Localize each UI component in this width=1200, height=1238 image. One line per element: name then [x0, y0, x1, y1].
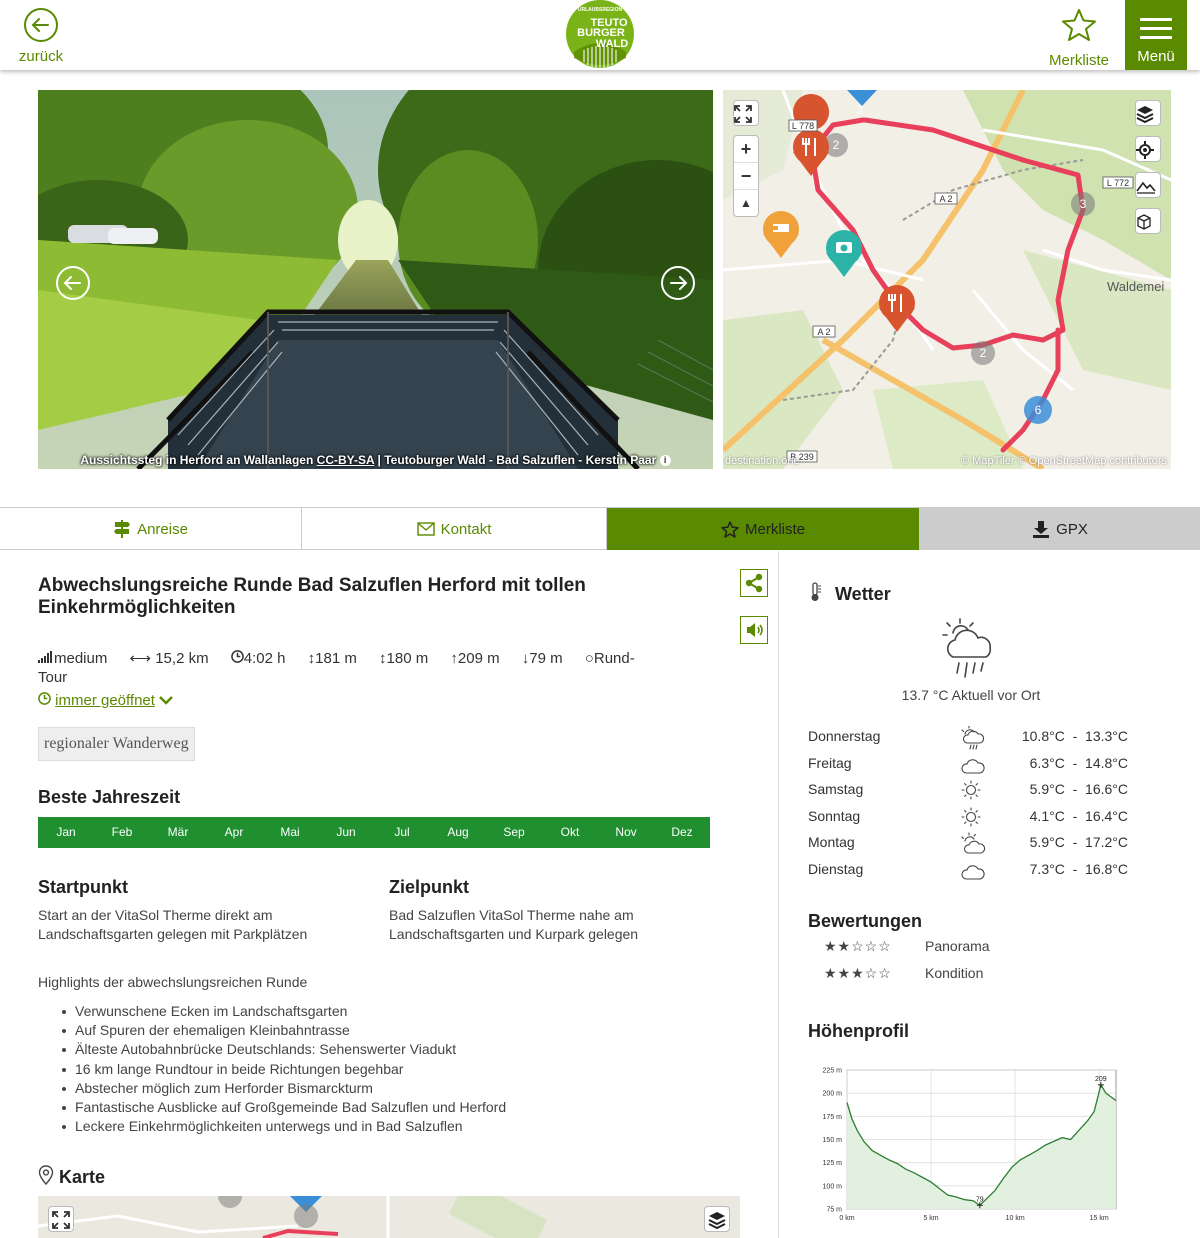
arrows-vertical-icon: ↕ — [379, 650, 387, 667]
distance-value: 15,2 km — [155, 650, 209, 667]
expand-icon — [52, 1211, 70, 1229]
weather-temps: 7.3°C - 16.8°C — [1029, 861, 1128, 877]
current-temperature: 13.7 °C Aktuell vor Ort — [901, 687, 1041, 703]
chart-y-tick: 225 m — [822, 1067, 842, 1075]
stat-duration — [231, 650, 286, 667]
difficulty-value: medium — [54, 650, 108, 667]
layers-button[interactable] — [704, 1206, 730, 1232]
stat-distance — [130, 650, 209, 667]
type-value-2: Tour — [38, 669, 68, 686]
highlight-item: Auf Spuren der ehemaligen Kleinbahntrasse — [75, 1021, 506, 1040]
cloud-sun-rain-icon — [960, 726, 986, 750]
share-button[interactable] — [740, 569, 768, 597]
highlight-item: Leckere Einkehrmöglichkeiten unterwegs und in Bad Salzuflen — [75, 1117, 506, 1136]
descent-value: 180 m — [386, 650, 429, 667]
clock-icon — [38, 692, 51, 705]
karte-heading — [38, 1165, 105, 1188]
elevation-profile-chart — [808, 1058, 1128, 1238]
chart-annotation-label: 79 — [975, 1196, 984, 1204]
speaker-icon — [741, 617, 767, 643]
weather-heading — [808, 582, 891, 605]
chevron-down-icon — [159, 695, 173, 705]
chart-y-tick: 150 m — [822, 1137, 842, 1144]
route-map[interactable] — [723, 90, 1171, 469]
arrow-left-icon — [58, 268, 88, 298]
season-month: Jul — [394, 825, 410, 839]
max-alt-value: 209 m — [457, 650, 500, 667]
type-value: Rund- — [593, 650, 635, 667]
merkliste-header-button[interactable] — [1040, 8, 1118, 69]
highlight-item: Älteste Autobahnbrücke Deutschlands: Sehenswerter Viadukt — [75, 1040, 506, 1059]
tab-gpx-label: GPX — [1056, 520, 1088, 538]
weather-row — [808, 728, 1138, 748]
signal-bars-icon — [38, 651, 54, 663]
weather-row — [808, 755, 1138, 775]
envelope-icon — [417, 522, 435, 536]
logo-text-1: URLAUBSREGION — [577, 7, 623, 13]
season-heading: Beste Jahreszeit — [38, 787, 181, 807]
thermometer-icon — [808, 582, 822, 602]
terrain-button[interactable] — [1135, 172, 1161, 198]
signpost-icon — [113, 520, 131, 538]
ziel-description — [389, 906, 638, 944]
route-map-small[interactable] — [38, 1196, 740, 1238]
duration-value: 4:02 h — [243, 650, 286, 667]
category-tag: regionaler Wanderweg — [38, 727, 195, 761]
weather-icon-wrap — [960, 779, 986, 806]
logo-text-3: BURGER — [577, 27, 625, 39]
rating-stars: ★★★☆☆ — [824, 964, 892, 981]
photo-caption — [38, 453, 713, 467]
next-image-button[interactable] — [661, 266, 695, 300]
read-aloud-button[interactable] — [740, 616, 768, 644]
map-town-label: Waldemei — [1107, 279, 1165, 294]
weather-icon-wrap — [960, 859, 986, 886]
stat-min-altitude — [522, 650, 563, 667]
teutoburger-wald-logo[interactable] — [564, 0, 636, 70]
logo-text-2: TEUTO — [590, 17, 628, 29]
star-icon — [721, 521, 739, 538]
weather-day: Freitag — [808, 754, 852, 771]
license-link[interactable]: CC-BY-SA — [316, 453, 375, 467]
stat-max-altitude — [450, 650, 499, 667]
map-cluster-label: 2 — [979, 346, 987, 360]
clock-icon — [231, 650, 244, 663]
merkliste-header-label: Merkliste — [1048, 52, 1109, 69]
cube-icon — [1136, 214, 1152, 230]
chart-y-tick: 175 m — [822, 1113, 842, 1121]
action-tabs — [0, 507, 1200, 550]
sun-icon — [960, 806, 986, 830]
season-months — [38, 817, 710, 848]
layers-button[interactable] — [1135, 100, 1161, 126]
arrow-right-icon — [663, 268, 693, 298]
hamburger-icon — [1140, 18, 1172, 39]
arrow-down-icon: ↓ — [521, 650, 530, 667]
map-cluster-label: 3 — [1079, 197, 1087, 211]
weather-row — [808, 781, 1138, 801]
tab-merkliste-label: Merkliste — [744, 520, 805, 538]
tour-stats — [38, 649, 658, 687]
fullscreen-button[interactable] — [48, 1206, 74, 1232]
column-divider — [778, 551, 779, 1238]
arrow-left-icon — [24, 8, 58, 42]
ascent-value: 181 m — [315, 650, 357, 667]
weather-row — [808, 808, 1138, 828]
zoom-out-button[interactable]: − — [734, 163, 758, 190]
map-canvas — [723, 90, 1171, 469]
locate-button[interactable] — [1135, 136, 1161, 162]
tab-anreise[interactable] — [0, 508, 302, 550]
arrow-up-icon: ↑ — [450, 650, 458, 667]
header — [0, 0, 1200, 70]
share-icon — [741, 570, 767, 596]
layers-icon — [708, 1211, 726, 1229]
season-month: Mai — [280, 825, 300, 839]
caption-prefix: Aussichtssteg in Herford an Wallanlagen — [80, 453, 317, 467]
min-alt-value: 79 m — [529, 650, 563, 667]
stat-ascent — [308, 650, 357, 667]
stat-descent — [379, 650, 428, 667]
compass-button[interactable]: ▲ — [740, 196, 752, 210]
crosshair-icon — [1136, 141, 1154, 159]
season-month: Jun — [336, 825, 356, 839]
road-label: A 2 — [939, 194, 953, 204]
weather-temps: 4.1°C - 16.4°C — [1029, 807, 1128, 824]
stat-type — [585, 650, 635, 667]
season-month: Apr — [224, 825, 244, 839]
prev-image-button[interactable] — [56, 266, 90, 300]
weather-temps: 6.3°C - 14.8°C — [1029, 754, 1128, 771]
download-icon — [1032, 520, 1050, 538]
loop-icon: ○ — [584, 650, 594, 667]
layers-icon — [1136, 105, 1154, 123]
karte-heading-label: Karte — [59, 1167, 106, 1187]
expand-icon — [734, 105, 752, 123]
map-cluster-label: 2 — [832, 138, 840, 152]
start-line: Start an der VitaSol Therme direkt am — [38, 907, 273, 923]
highlight-item: Verwunschene Ecken im Landschaftsgarten — [75, 1002, 506, 1021]
menu-button[interactable] — [1125, 0, 1187, 70]
weather-icon-wrap — [960, 832, 986, 859]
chart-x-tick: 5 km — [923, 1215, 939, 1222]
map-cluster-label: 6 — [1034, 403, 1042, 417]
highlight-item: Fantastische Ausblicke auf Großgemeinde Bad Salzuflen und Herford — [75, 1098, 506, 1117]
chart-y-tick: 125 m — [822, 1160, 842, 1168]
season-month: Jan — [56, 825, 76, 839]
ratings-heading: Bewertungen — [808, 911, 923, 931]
photo-image — [38, 90, 713, 469]
cloud-icon — [960, 859, 986, 883]
season-month: Okt — [560, 825, 580, 839]
season-month: Sep — [503, 825, 525, 839]
weather-day: Montag — [808, 834, 855, 851]
chart-x-tick: 0 km — [839, 1215, 855, 1222]
season-month: Nov — [615, 825, 637, 839]
weather-temps: 5.9°C - 17.2°C — [1029, 834, 1128, 851]
ziel-line: Bad Salzuflen VitaSol Therme nahe am — [389, 907, 634, 923]
map-cluster-label: 2 — [856, 103, 864, 117]
elevation-profile-svg — [808, 1058, 1128, 1238]
road-label: B 239 — [790, 452, 814, 462]
opening-hours-label: immer geöffnet — [55, 692, 155, 709]
weather-icon-wrap — [960, 806, 986, 833]
weather-row — [808, 834, 1138, 854]
arrows-horizontal-icon: ⟷ — [129, 650, 152, 667]
highlight-item: 16 km lange Rundtour in beide Richtungen begehbar — [75, 1060, 506, 1079]
weather-icon-wrap — [960, 753, 986, 780]
weather-day: Sonntag — [808, 807, 861, 824]
weather-day: Donnerstag — [808, 728, 881, 744]
chart-x-tick: 10 km — [1005, 1215, 1025, 1222]
sun-icon — [960, 779, 986, 803]
zoom-in-button[interactable]: + — [734, 136, 758, 163]
zoom-control — [733, 135, 759, 217]
menu-label: Menü — [1137, 48, 1175, 65]
cloud-icon — [960, 753, 986, 777]
weather-row — [808, 861, 1138, 881]
road-label: L 778 — [791, 121, 815, 131]
ziel-line: Landschaftsgarten und Kurpark gelegen — [389, 926, 639, 942]
arrows-vertical-icon: ↕ — [307, 650, 316, 667]
tour-title: Abwechslungsreiche Runde Bad Salzuflen Herford mit tollen Einkehrmöglichkeiten — [38, 575, 586, 618]
map-pin-icon — [38, 1165, 54, 1185]
start-line: Landschaftsgarten gelegen mit Parkplätzen — [38, 926, 308, 942]
highlights-intro: Highlights der abwechslungsreichen Runde — [38, 974, 308, 990]
weather-temps: 10.8°C - 13.3°C — [1021, 728, 1128, 744]
rating-name: Kondition — [925, 964, 984, 981]
cloud-sun-icon — [960, 832, 986, 856]
photo-slider[interactable] — [38, 90, 713, 469]
rating-name: Panorama — [925, 938, 990, 954]
weather-temps: 5.9°C - 16.6°C — [1029, 781, 1128, 798]
chart-y-tick: 75 m — [826, 1206, 842, 1214]
road-label: L 772 — [1106, 178, 1130, 188]
chart-y-tick: 200 m — [822, 1090, 842, 1098]
road-label: A 2 — [817, 327, 831, 337]
tab-kontakt[interactable] — [302, 508, 607, 550]
start-heading: Startpunkt — [38, 877, 128, 897]
weather-icon-wrap — [960, 726, 986, 753]
star-icon — [1061, 8, 1097, 42]
back-button[interactable] — [14, 6, 68, 65]
weather-day: Dienstag — [808, 861, 864, 877]
highlights-list — [75, 1002, 506, 1136]
3d-button[interactable] — [1135, 208, 1161, 234]
logo-text-4: WALD — [595, 38, 629, 50]
stat-difficulty — [38, 650, 107, 667]
season-month: Dez — [671, 825, 693, 839]
cloud-sun-rain-icon — [939, 617, 1001, 679]
map2-canvas — [38, 1196, 740, 1238]
tab-merkliste[interactable] — [607, 508, 920, 550]
weather-heading-label: Wetter — [835, 584, 891, 604]
back-label: zurück — [18, 48, 64, 65]
season-month: Mär — [167, 825, 189, 839]
tab-kontakt-label: Kontakt — [440, 520, 492, 538]
profile-heading: Höhenprofil — [808, 1021, 909, 1041]
mountain-icon — [1136, 177, 1156, 195]
tab-gpx[interactable] — [920, 508, 1200, 550]
map-attribution[interactable]: © MapTiler © OpenStreetMap contributors — [961, 455, 1167, 467]
caption-suffix: | Teutoburger Wald - Bad Salzuflen - Kerstin Paar — [374, 453, 657, 467]
fullscreen-button[interactable] — [733, 100, 759, 126]
chart-x-tick: 15 km — [1089, 1215, 1109, 1222]
map-brand: destination.one — [725, 455, 800, 467]
chart-annotation-label: 209 — [1095, 1075, 1107, 1083]
chart-y-tick: 100 m — [822, 1183, 842, 1191]
ziel-heading: Zielpunkt — [389, 877, 469, 897]
highlight-item: Abstecher möglich zum Herforder Bismarckturm — [75, 1079, 506, 1098]
opening-hours-toggle[interactable] — [38, 692, 173, 709]
weather-day: Samstag — [808, 781, 864, 798]
start-description — [38, 906, 307, 944]
season-month: Aug — [447, 825, 469, 839]
tab-anreise-label: Anreise — [137, 520, 188, 538]
season-month: Feb — [111, 825, 133, 839]
rating-stars: ★★☆☆☆ — [824, 938, 892, 954]
info-icon[interactable]: i — [660, 455, 671, 466]
